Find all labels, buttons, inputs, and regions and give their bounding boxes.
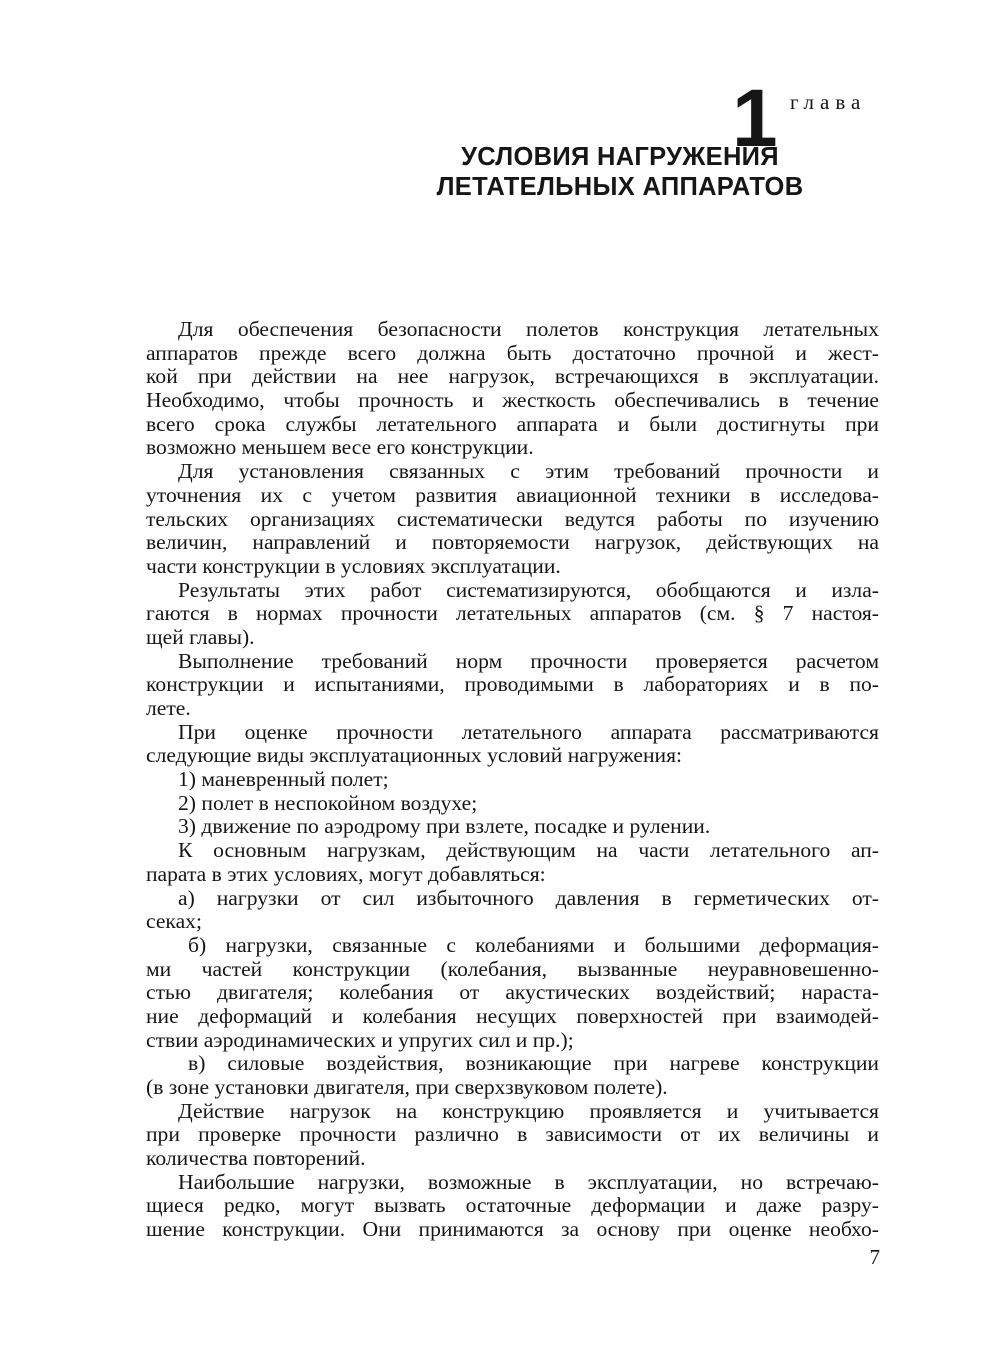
text-line: конструкции и испытаниями, проводимыми в лабораториях и в по-: [146, 672, 879, 697]
text-line: (в зоне установки двигателя, при сверхзвуковом полете).: [146, 1075, 668, 1099]
text-line: парата в этих условиях, могут добавляться:: [146, 861, 546, 886]
page-number: 7: [869, 1245, 880, 1269]
text-line: при проверке прочности различно в зависимости от их величины и: [146, 1122, 879, 1147]
paragraph: [146, 1171, 879, 1242]
text-line: величин, направлений и повторяемости нагрузок, действующих на: [146, 530, 879, 555]
text-line: секах;: [146, 909, 202, 934]
text-line: в) силовые воздействия, возникающие при нагреве конструкции: [188, 1051, 879, 1076]
text-line: К основным нагрузкам, действующим на части летательного ап-: [178, 838, 879, 863]
list-item: [146, 815, 879, 839]
text-line: Необходимо, чтобы прочность и жесткость обеспечивались в течение: [146, 388, 879, 413]
text-line: части конструкции в условиях эксплуатации.: [146, 553, 561, 578]
paragraph: [146, 318, 879, 460]
text-line: Наибольшие нагрузки, возможные в эксплуатации, но встречаю-: [178, 1169, 879, 1194]
text-line: уточнения их с учетом развития авиационной техники в исследова-: [146, 482, 879, 507]
text-line: кой при действии на нее нагрузок, встречающихся в эксплуатации.: [146, 364, 879, 389]
text-line: возможно меньшем весе его конструкции.: [146, 435, 534, 460]
text-line: количества повторений.: [146, 1146, 366, 1171]
text-line: ствии аэродинамических и упругих сил и пр.);: [146, 1027, 574, 1052]
paragraph: [146, 1100, 879, 1171]
text-line: а) нагрузки от сил избыточного давления в герметических от-: [178, 885, 879, 910]
paragraph: [146, 721, 879, 768]
chapter-title: [380, 142, 860, 202]
chapter-title-line: УСЛОВИЯ НАГРУЖЕНИЯ: [461, 143, 779, 171]
text-line: При оценке прочности летательного аппарата рассматриваются: [178, 719, 879, 744]
text-line: стью двигателя; колебания от акустических воздействий; нараста-: [146, 980, 879, 1005]
paragraph: [146, 579, 879, 650]
text-line: 3) движение по аэродрому при взлете, посадке и рулении.: [178, 814, 711, 839]
text-line: Для установления связанных с этим требований прочности и: [178, 459, 879, 484]
text-line: гаются в нормах прочности летательных аппаратов (см. § 7 настоя-: [146, 601, 879, 626]
chapter-title-line: ЛЕТАТЕЛЬНЫХ АППАРАТОВ: [436, 173, 804, 201]
text-line: 1) маневренный полет;: [178, 767, 389, 792]
text-line: 2) полет в неспокойном воздухе;: [178, 790, 478, 815]
text-line: шение конструкции. Они принимаются за основу при оценке необхо-: [146, 1217, 879, 1242]
text-line: ми частей конструкции (колебания, вызванные неуравновешенно-: [146, 956, 879, 981]
list-item: [146, 1052, 879, 1099]
text-line: Результаты этих работ систематизируются, обобщаются и изла-: [178, 577, 879, 602]
text-line: б) нагрузки, связанные с колебаниями и большими деформация-: [188, 932, 879, 957]
text-line: Действие нагрузок на конструкцию проявляется и учитывается: [178, 1098, 879, 1123]
text-line: ние деформаций и колебания несущих поверхностей при взаимодей-: [146, 1003, 879, 1028]
text-line: Для обеспечения безопасности полетов конструкция летательных: [178, 317, 879, 341]
text-line: лете.: [146, 696, 191, 720]
list-item: [146, 792, 879, 816]
chapter-label: глава: [790, 90, 867, 114]
paragraph: [146, 460, 879, 578]
list-item: [146, 934, 879, 1052]
paragraph: [146, 839, 879, 886]
body-text: [146, 318, 879, 1242]
list-item: [146, 768, 879, 792]
chapter-number: 1: [732, 73, 778, 164]
text-line: всего срока службы летательного аппарата и были достигнуты при: [146, 411, 879, 436]
text-line: щиеся редко, могут вызвать остаточные деформации и даже разру-: [146, 1193, 879, 1218]
text-line: аппаратов прежде всего должна быть достаточно прочной и жест-: [146, 340, 879, 365]
paragraph: [146, 650, 879, 721]
text-line: тельских организациях систематически ведутся работы по изучению: [146, 506, 879, 531]
text-line: щей главы).: [146, 624, 255, 649]
list-item: [146, 887, 879, 934]
text-line: Выполнение требований норм прочности проверяется расчетом: [178, 648, 879, 673]
text-line: следующие виды эксплуатационных условий нагружения:: [146, 743, 683, 768]
